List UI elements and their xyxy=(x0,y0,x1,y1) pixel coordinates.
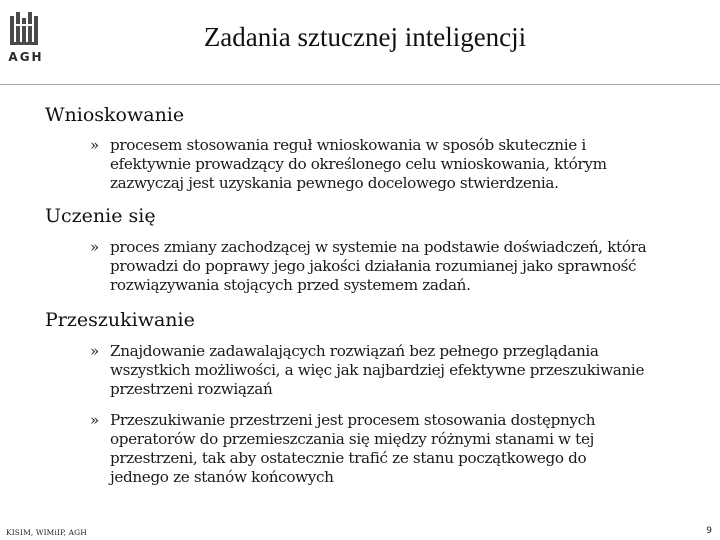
bullet-line: Znajdowanie zadawalających rozwiązań bez pełnego przeglądania xyxy=(110,342,599,360)
bullet-line: zazwyczaj jest uzyskania pewnego docelowego stwierdzenia. xyxy=(110,174,559,192)
title-divider xyxy=(0,84,720,85)
section-heading-wnioskowanie: Wnioskowanie xyxy=(45,104,185,126)
bullet-marker: » xyxy=(90,136,100,154)
bullet-uczenie xyxy=(90,238,690,295)
page-number: 9 xyxy=(706,526,712,536)
bullet-line: jednego ze stanów końcowych xyxy=(110,468,334,486)
footer-institution: KISIM, WIMiIP, AGH xyxy=(6,528,87,537)
bullet-marker: » xyxy=(90,411,100,429)
bullet-line: procesem stosowania reguł wnioskowania w sposób skutecznie i xyxy=(110,136,586,154)
bullet-line: operatorów do przemieszczania się między różnymi stanami w tej xyxy=(110,430,594,448)
bullet-line: proces zmiany zachodzącej w systemie na podstawie doświadczeń, która xyxy=(110,238,647,256)
bullet-line: przestrzeni rozwiązań xyxy=(110,380,273,398)
bullet-line: wszystkich możliwości, a więc jak najbardziej efektywne przeszukiwanie xyxy=(110,361,645,379)
logo-text: AGH xyxy=(8,50,44,64)
section-heading-uczenie: Uczenie się xyxy=(45,205,156,227)
bullet-line: przestrzeni, tak aby ostatecznie trafić ze stanu początkowego do xyxy=(110,449,587,467)
bullet-line: prowadzi do poprawy jego jakości działania rozumianej jako sprawność xyxy=(110,257,637,275)
bullet-przeszukiwanie-2 xyxy=(90,411,690,487)
bullet-przeszukiwanie-1 xyxy=(90,342,690,399)
bullet-line: Przeszukiwanie przestrzeni jest procesem stosowania dostępnych xyxy=(110,411,596,429)
bullet-text xyxy=(110,411,690,487)
bullet-marker: » xyxy=(90,342,100,360)
section-heading-przeszukiwanie: Przeszukiwanie xyxy=(45,309,195,331)
bullet-line: efektywnie prowadzący do określonego celu wnioskowania, którym xyxy=(110,155,607,173)
bullet-text xyxy=(110,342,690,399)
bullet-line: rozwiązywania stojących przed systemem zadań. xyxy=(110,276,471,294)
slide-title: Zadania sztucznej inteligencji xyxy=(203,22,527,52)
bullet-wnioskowanie xyxy=(90,136,690,193)
bullet-marker: » xyxy=(90,238,100,256)
bullet-text xyxy=(110,238,690,295)
bullet-text xyxy=(110,136,690,193)
